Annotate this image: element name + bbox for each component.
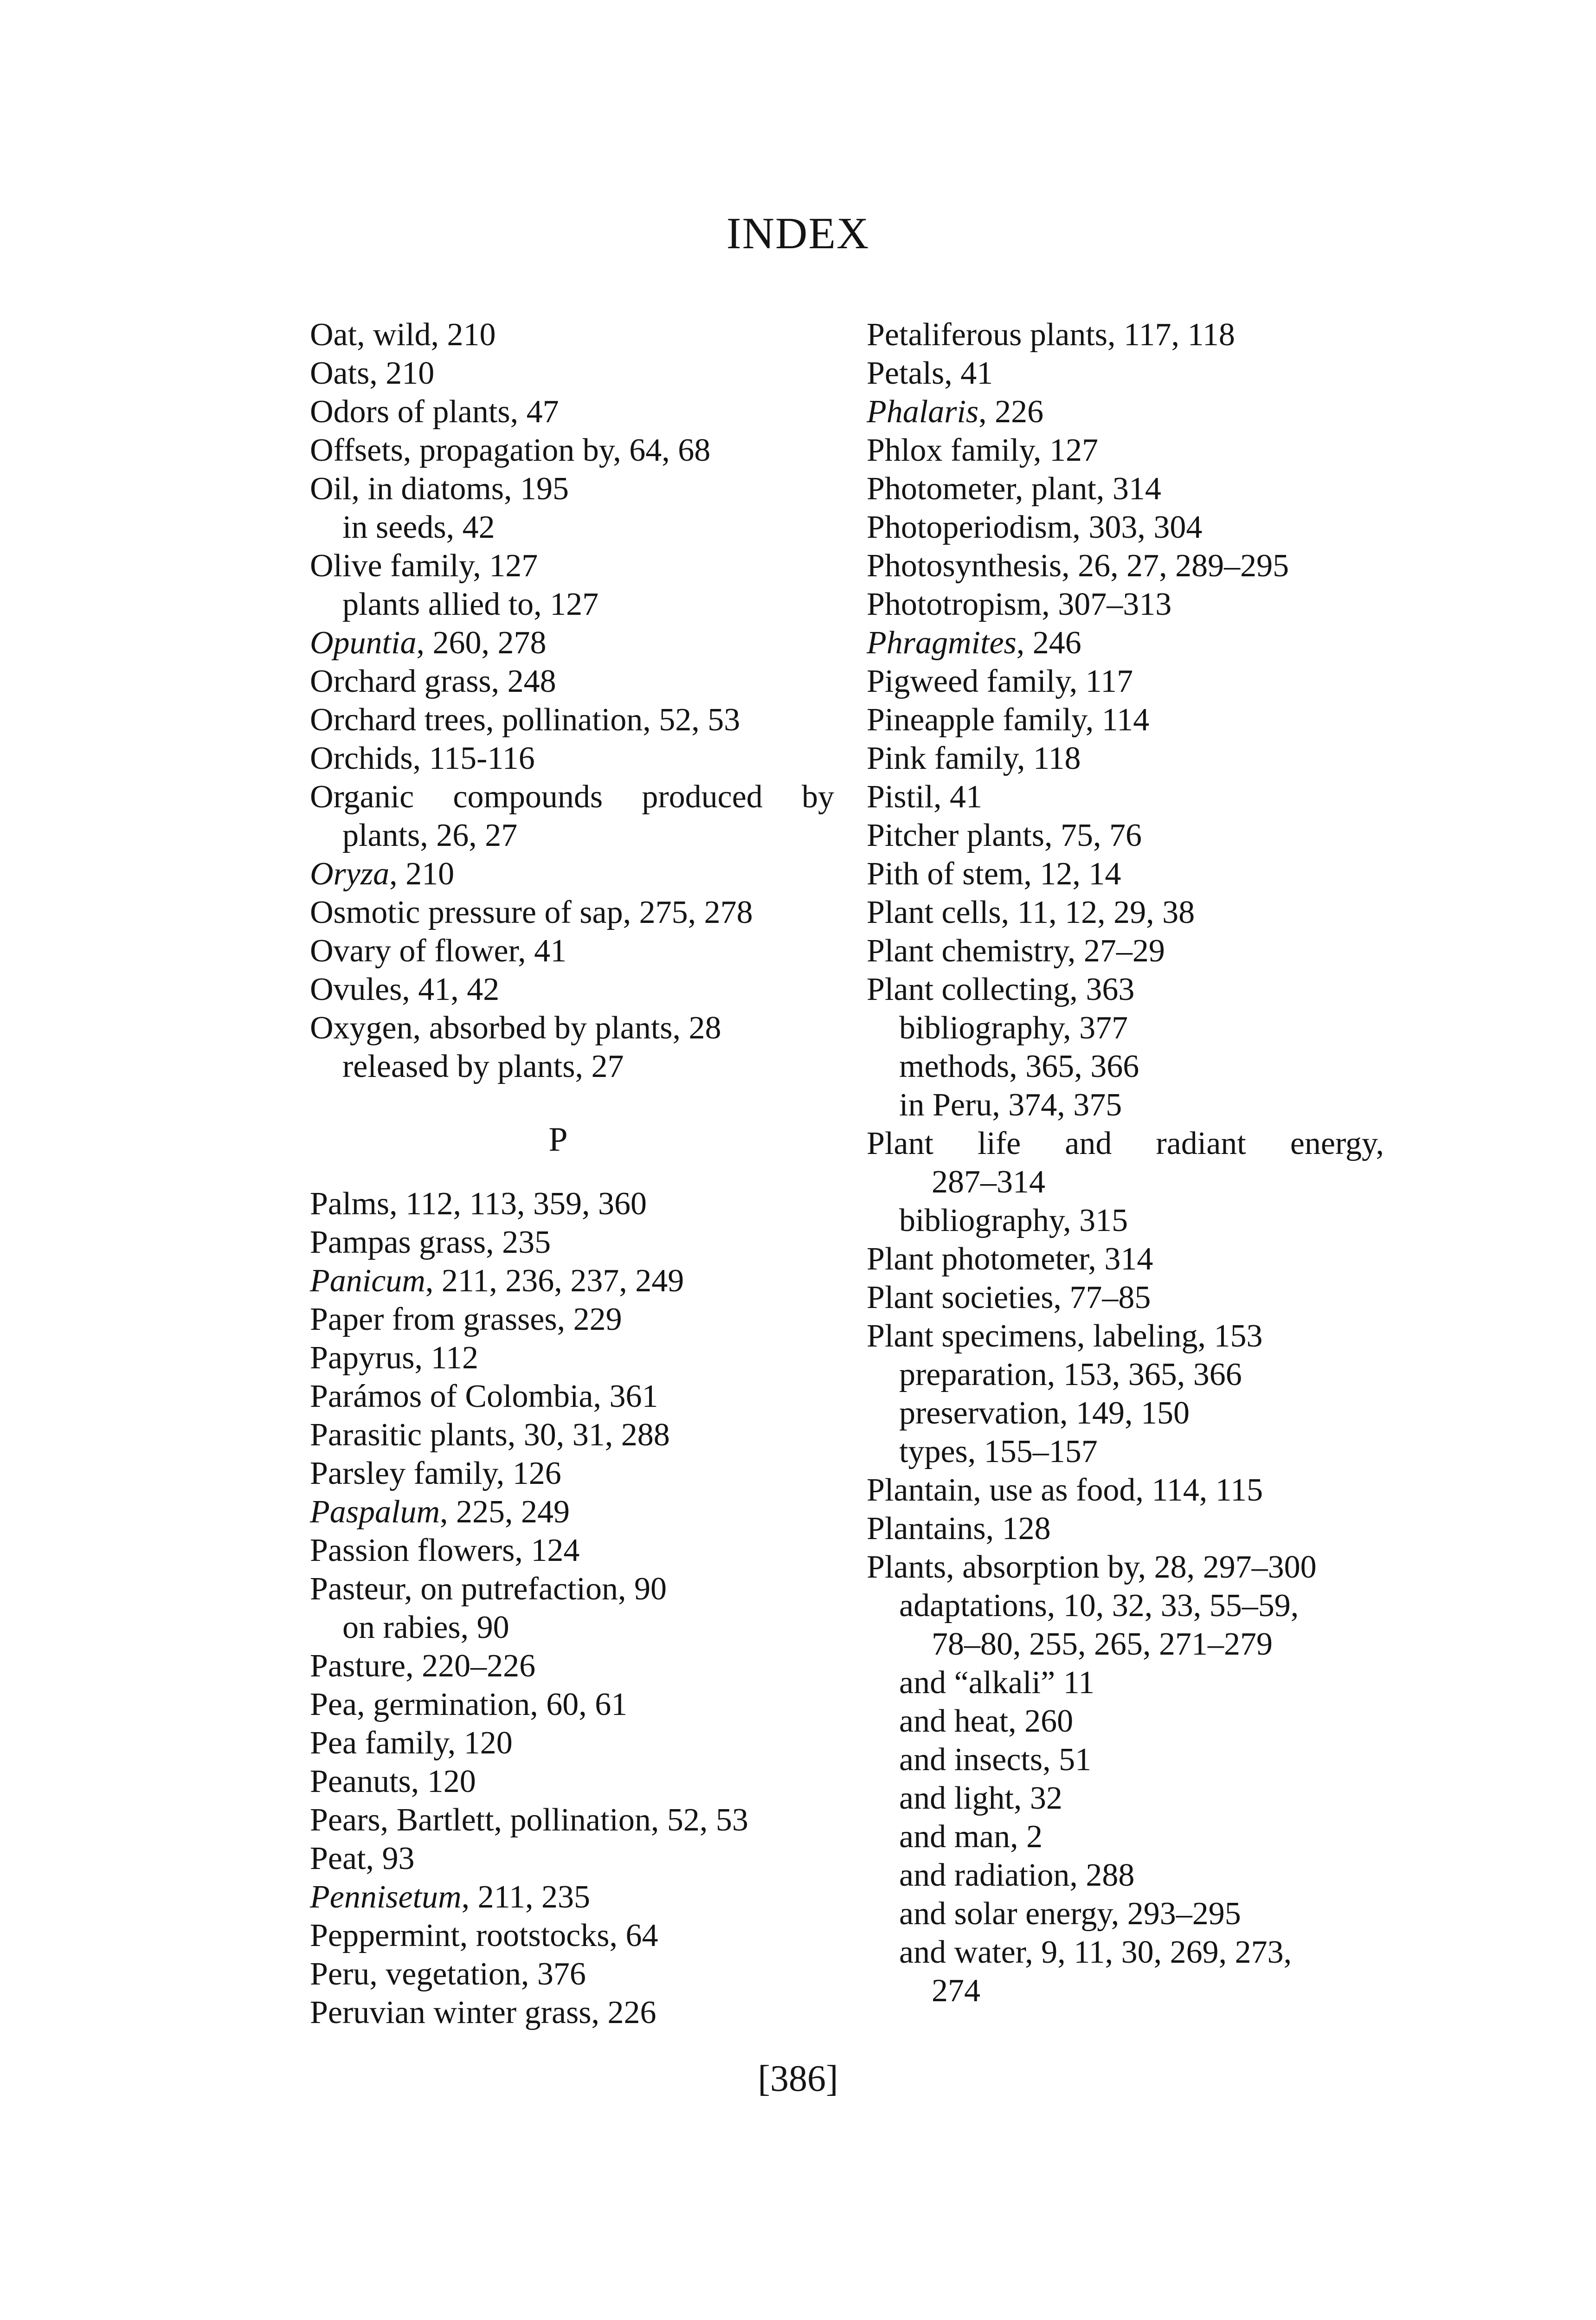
- index-entry: and water, 9, 11, 30, 269, 273,: [899, 1934, 1292, 1970]
- index-entry: in Peru, 374, 375: [899, 1087, 1122, 1123]
- index-entry: Pasteur, on putrefaction, 90: [310, 1571, 667, 1607]
- index-entry: Plant cells, 11, 12, 29, 38: [867, 895, 1195, 930]
- index-entry: Phototropism, 307–313: [867, 586, 1172, 622]
- index-entry: Peat, 93: [310, 1841, 415, 1876]
- index-entry: Oxygen, absorbed by plants, 28: [310, 1010, 721, 1046]
- index-entry: 287–314: [932, 1164, 1045, 1200]
- index-entry: Olive family, 127: [310, 548, 538, 584]
- index-entry: Pith of stem, 12, 14: [867, 856, 1121, 892]
- index-entry: Panicum, 211, 236, 237, 249: [310, 1263, 684, 1299]
- index-entry: Plantains, 128: [867, 1511, 1051, 1547]
- index-entry: Palms, 112, 113, 359, 360: [310, 1186, 647, 1222]
- index-entry: on rabies, 90: [342, 1610, 509, 1645]
- index-entry: bibliography, 377: [899, 1010, 1128, 1046]
- index-entry: Petaliferous plants, 117, 118: [867, 317, 1235, 353]
- index-entry: Osmotic pressure of sap, 275, 278: [310, 895, 753, 930]
- index-entry: Plantain, use as food, 114, 115: [867, 1472, 1263, 1508]
- index-entry: Pitcher plants, 75, 76: [867, 818, 1142, 853]
- index-entry: and man, 2: [899, 1819, 1043, 1855]
- index-entry: released by plants, 27: [342, 1049, 624, 1084]
- index-entry: Photometer, plant, 314: [867, 471, 1161, 507]
- index-entry: Peru, vegetation, 376: [310, 1956, 586, 1992]
- index-column-right: [867, 316, 1384, 2010]
- index-entry: Pink family, 118: [867, 741, 1081, 776]
- index-entry: Orchard grass, 248: [310, 664, 556, 699]
- index-group-p: [310, 1185, 834, 2032]
- index-entry: plants, 26, 27: [342, 818, 518, 853]
- index-entry: bibliography, 315: [899, 1203, 1128, 1238]
- index-entry: Orchids, 115-116: [310, 741, 535, 776]
- index-entry: Plant chemistry, 27–29: [867, 933, 1165, 969]
- index-entry: Offsets, propagation by, 64, 68: [310, 432, 711, 468]
- index-entry: Parámos of Colombia, 361: [310, 1379, 658, 1414]
- index-entry: types, 155–157: [899, 1434, 1098, 1469]
- index-entry: Paper from grasses, 229: [310, 1302, 622, 1337]
- index-entry: Ovary of flower, 41: [310, 933, 567, 969]
- index-entry: Ovules, 41, 42: [310, 972, 500, 1007]
- index-entry: Paspalum, 225, 249: [310, 1494, 570, 1530]
- index-entry: 78–80, 255, 265, 271–279: [932, 1626, 1273, 1662]
- index-entry: and insects, 51: [899, 1742, 1092, 1778]
- index-entry: Papyrus, 112: [310, 1340, 478, 1376]
- index-entry: Pigweed family, 117: [867, 664, 1133, 699]
- page-title: INDEX: [726, 208, 870, 258]
- index-entry: Petals, 41: [867, 355, 993, 391]
- index-entry: Parsley family, 126: [310, 1456, 561, 1491]
- index-entry: Oryza, 210: [310, 856, 455, 892]
- index-entry: Phragmites, 246: [867, 625, 1081, 661]
- index-entry: Plant societies, 77–85: [867, 1280, 1151, 1315]
- index-entry: Pineapple family, 114: [867, 702, 1150, 738]
- index-entry: Photoperiodism, 303, 304: [867, 509, 1203, 545]
- index-entry: Peruvian winter grass, 226: [310, 1995, 656, 2030]
- index-group-o: [310, 316, 834, 1086]
- index-entry: Odors of plants, 47: [310, 394, 559, 430]
- index-entry: Oil, in diatoms, 195: [310, 471, 569, 507]
- index-entry: adaptations, 10, 32, 33, 55–59,: [899, 1588, 1299, 1624]
- index-entry: in seeds, 42: [342, 509, 495, 545]
- index-entry: Plants, absorption by, 28, 297–300: [867, 1549, 1317, 1585]
- index-entry: Pea, germination, 60, 61: [310, 1687, 628, 1722]
- index-entry: preservation, 149, 150: [899, 1395, 1190, 1431]
- index-entry: Oats, 210: [310, 355, 435, 391]
- index-entry: preparation, 153, 365, 366: [899, 1357, 1242, 1392]
- index-entry: Plant photometer, 314: [867, 1241, 1153, 1277]
- index-entry: Parasitic plants, 30, 31, 288: [310, 1417, 670, 1453]
- index-entry: Oat, wild, 210: [310, 317, 496, 353]
- index-entry: Pistil, 41: [867, 779, 982, 815]
- index-group-p-continued: [867, 316, 1384, 2010]
- index-entry: Peppermint, rootstocks, 64: [310, 1918, 658, 1953]
- index-entry: Phalaris, 226: [867, 394, 1044, 430]
- index-entry: Pampas grass, 235: [310, 1224, 551, 1260]
- index-entry: Pasture, 220–226: [310, 1648, 536, 1684]
- index-entry: Plant collecting, 363: [867, 972, 1135, 1007]
- index-entry: 274: [932, 1973, 980, 2009]
- index-entry: Pennisetum, 211, 235: [310, 1879, 590, 1915]
- index-entry: Orchard trees, pollination, 52, 53: [310, 702, 740, 738]
- index-entry: Plant life and radiant energy,: [867, 1126, 1384, 1161]
- index-entry: Organic compounds produced by: [310, 779, 834, 815]
- index-entry: methods, 365, 366: [899, 1049, 1139, 1084]
- index-entry: and heat, 260: [899, 1703, 1074, 1739]
- index-entry: and radiation, 288: [899, 1857, 1135, 1893]
- index-entry: Passion flowers, 124: [310, 1533, 580, 1568]
- page-number: [386]: [758, 2058, 838, 2099]
- index-entry: and “alkali” 11: [899, 1665, 1095, 1701]
- index-column-left: [310, 316, 834, 2032]
- index-entry: and solar energy, 293–295: [899, 1896, 1241, 1932]
- index-entry: Plant specimens, labeling, 153: [867, 1318, 1263, 1354]
- index-entry: plants allied to, 127: [342, 586, 599, 622]
- index-entry: Phlox family, 127: [867, 432, 1099, 468]
- index-entry: Pears, Bartlett, pollination, 52, 53: [310, 1802, 748, 1838]
- section-letter: P: [548, 1121, 568, 1159]
- index-entry: Opuntia, 260, 278: [310, 625, 547, 661]
- index-entry: Peanuts, 120: [310, 1764, 476, 1799]
- index-entry: and light, 32: [899, 1780, 1062, 1816]
- index-entry: Pea family, 120: [310, 1725, 513, 1761]
- index-entry: Photosynthesis, 26, 27, 289–295: [867, 548, 1289, 584]
